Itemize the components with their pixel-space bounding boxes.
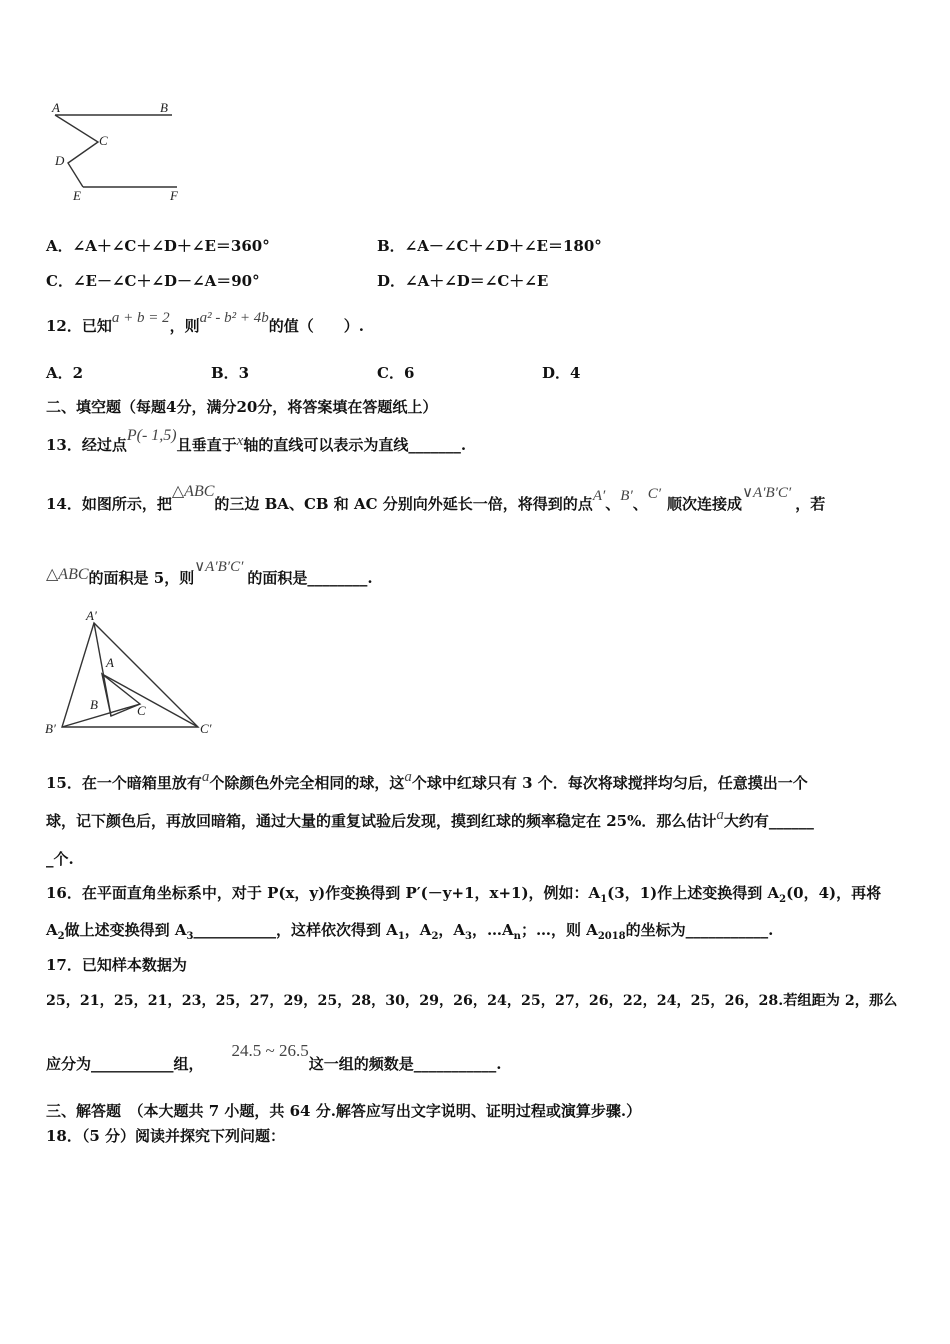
q11-option-b: B．∠A－∠C＋∠D＋∠E＝180° xyxy=(377,237,602,255)
label-b: B xyxy=(90,697,98,712)
q14-triangle-prime: ∨A′B′C′ xyxy=(742,485,792,501)
label-f: F xyxy=(170,188,178,203)
q12-option-c: C．6 xyxy=(377,364,415,382)
q15-line2: 球，记下颜色后，再放回暗箱，通过大量的重复试验后发现，摸到红球的频率稳定在 25%．那么估计a大约有______ xyxy=(46,807,814,830)
zigzag-a-c-d-e xyxy=(55,115,98,187)
label-c: C xyxy=(137,703,146,718)
q17-line1: 17．已知样本数据为 xyxy=(46,956,187,974)
q16-line2: $A_2$做上述变换得到 $A_3\_\_\_\_\_\_\_\_\_\_\_$，这样依次得到 $A_1$，$A_2$，$A_3$，$\dots A_n$；…，则 $A_{2018}$的坐标为___________. xyxy=(46,921,774,942)
q17-range: 24.5 ~ 26.5 xyxy=(231,1041,309,1060)
section-2-heading: 二、填空题（每题4分，满分20分，将答案填在答题纸上） xyxy=(46,398,438,416)
q12-math-1: a + b = 2 xyxy=(111,310,170,326)
figure-parallel-lines xyxy=(40,95,200,210)
label-a: A xyxy=(52,100,60,115)
q12-option-a: A．2 xyxy=(46,364,84,382)
q16-line1: 16．在平面直角坐标系中，对于 P(x，y)作变换得到 P′(－y+1，x+1)，例如：$A_1(3$，1)作上述变换得到 $A_2(0$，4)，再将 xyxy=(46,884,882,905)
q13-stem: 13．经过点P(- 1,5)且垂直于x轴的直线可以表示为直线_______. xyxy=(46,427,467,454)
label-b: B xyxy=(160,100,168,115)
q18-stem: 18．（5 分）阅读并探究下列问题： xyxy=(46,1127,286,1145)
figure-extended-triangle xyxy=(40,605,230,740)
q13-point: P(- 1,5) xyxy=(126,427,177,444)
label-c-prime: C′ xyxy=(200,721,212,736)
label-e: E xyxy=(73,188,81,203)
q11-option-a: A．∠A＋∠C＋∠D＋∠E＝360° xyxy=(46,237,270,255)
q14-stem-line2: △ABC的面积是 5，则∨A′B′C′的面积是________. xyxy=(46,559,373,587)
label-a: A xyxy=(106,655,114,670)
triangle-a-prime-b-prime-c-prime xyxy=(62,623,198,727)
q12-option-d: D．4 xyxy=(542,364,581,382)
label-b-prime: B′ xyxy=(45,721,56,736)
q14-triangle-abc: △ABC xyxy=(171,483,215,500)
label-a-prime: A′ xyxy=(86,608,97,623)
q13-x: x xyxy=(236,433,244,449)
q17-line3: 应分为___________组，24.5 ~ 26.5这一组的频数是___________. xyxy=(46,1041,502,1073)
section-3-heading: 三、解答题 （本大题共 7 小题，共 64 分.解答应写出文字说明、证明过程或演算步骤.） xyxy=(46,1102,642,1120)
q14-stem-line1: 14．如图所示，把△ABC的三边 BA、CB 和 AC 分别向外延长一倍，将得到的点A′、B′、C′顺次连接成∨A′B′C′，若 xyxy=(46,483,826,513)
q17-line2: 25，21，25，21，23，25，27，29，25，28，30，29，26，24，25，27，26，22，24，25，26，28.若组距为 2，那么 xyxy=(46,993,898,1009)
q15-line1: 15．在一个暗箱里放有a个除颜色外完全相同的球，这a个球中红球只有 3 个．每次将球搅拌均匀后，任意摸出一个 xyxy=(46,769,808,792)
label-d: D xyxy=(55,153,65,168)
q12-math-2: a² - b² + 4b xyxy=(199,310,269,326)
q12-stem: 12．已知a + b = 2，则a² - b² + 4b的值（ ）. xyxy=(46,310,364,335)
q11-option-d: D．∠A＋∠D＝∠C＋∠E xyxy=(377,272,549,290)
q11-option-c: C．∠E－∠C＋∠D－∠A＝90° xyxy=(46,272,260,290)
label-c: C xyxy=(99,133,108,148)
q12-option-b: B．3 xyxy=(211,364,250,382)
q15-line3: _个. xyxy=(46,850,74,868)
